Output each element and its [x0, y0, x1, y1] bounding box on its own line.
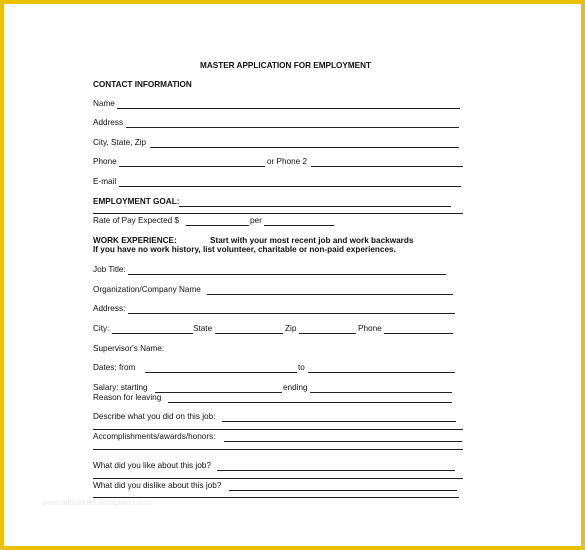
- city-label: City:: [93, 324, 110, 333]
- organization-field[interactable]: [207, 294, 453, 295]
- email-label: E-mail: [93, 177, 117, 186]
- describe-field-2[interactable]: [93, 429, 463, 430]
- work-phone-field[interactable]: [384, 333, 453, 334]
- rate-of-pay-label: Rate of Pay Expected $: [93, 216, 180, 225]
- email-field[interactable]: [119, 186, 461, 187]
- employment-goal-heading: EMPLOYMENT GOAL:: [93, 197, 180, 206]
- reason-for-leaving-label: Reason for leaving: [93, 393, 162, 402]
- address-label: Address: [93, 118, 124, 127]
- work-address-label: Address:: [93, 304, 126, 313]
- zip-field[interactable]: [299, 333, 356, 334]
- job-title-label: Job Title:: [93, 265, 126, 274]
- employment-goal-field[interactable]: [179, 206, 451, 207]
- phone2-field[interactable]: [311, 166, 463, 167]
- accomplishments-field-2[interactable]: [93, 449, 463, 450]
- salary-starting-label: Salary: starting: [93, 383, 148, 392]
- liked-field-2[interactable]: [93, 478, 463, 479]
- work-phone-label: Phone: [358, 324, 382, 333]
- phone2-label: or Phone 2: [267, 157, 308, 166]
- contact-heading: CONTACT INFORMATION: [93, 80, 192, 89]
- salary-ending-label: ending: [283, 383, 308, 392]
- accomplishments-field[interactable]: [224, 441, 462, 442]
- disliked-label: What did you dislike about this job?: [93, 481, 222, 490]
- dates-from-field[interactable]: [145, 372, 297, 373]
- disliked-field[interactable]: [229, 490, 457, 491]
- per-label: per: [250, 216, 262, 225]
- city-state-zip-field[interactable]: [150, 147, 459, 148]
- phone-field[interactable]: [119, 166, 265, 167]
- liked-label: What did you like about this job?: [93, 461, 211, 470]
- form-title: MASTER APPLICATION FOR EMPLOYMENT: [200, 61, 372, 70]
- state-field[interactable]: [215, 333, 283, 334]
- city-field[interactable]: [112, 333, 193, 334]
- accomplishments-label: Accomplishments/awards/honors:: [93, 432, 216, 441]
- describe-field[interactable]: [222, 421, 456, 422]
- job-title-field[interactable]: [128, 274, 446, 275]
- document-page: [4, 4, 581, 546]
- salary-starting-field[interactable]: [155, 392, 282, 393]
- salary-ending-field[interactable]: [310, 392, 452, 393]
- supervisor-label: Supervisor's Name:: [93, 344, 165, 353]
- pay-period-field[interactable]: [264, 225, 334, 226]
- employment-goal-field-2[interactable]: [93, 213, 463, 214]
- phone-label: Phone: [93, 157, 117, 166]
- rate-of-pay-field[interactable]: [186, 225, 249, 226]
- dates-from-label: Dates: from: [93, 363, 136, 372]
- liked-field[interactable]: [217, 470, 455, 471]
- name-label: Name: [93, 99, 115, 108]
- work-experience-instructions: Start with your most recent job and work backwards: [210, 236, 414, 245]
- zip-label: Zip: [285, 324, 297, 333]
- dates-to-field[interactable]: [308, 372, 455, 373]
- address-field[interactable]: [126, 127, 459, 128]
- city-state-zip-label: City, State, Zip: [93, 138, 147, 147]
- organization-label: Organization/Company Name: [93, 285, 201, 294]
- watermark: www.allbusinesstemplates.com: [42, 498, 153, 507]
- work-experience-note: If you have no work history, list volunteer, charitable or non-paid experiences.: [93, 245, 396, 254]
- work-address-field[interactable]: [128, 313, 455, 314]
- reason-for-leaving-field[interactable]: [168, 402, 452, 403]
- dates-to-label: to: [298, 363, 305, 372]
- work-experience-heading: WORK EXPERIENCE:: [93, 236, 177, 245]
- name-field[interactable]: [117, 108, 460, 109]
- state-label: State: [193, 324, 213, 333]
- describe-label: Describe what you did on this job:: [93, 412, 216, 421]
